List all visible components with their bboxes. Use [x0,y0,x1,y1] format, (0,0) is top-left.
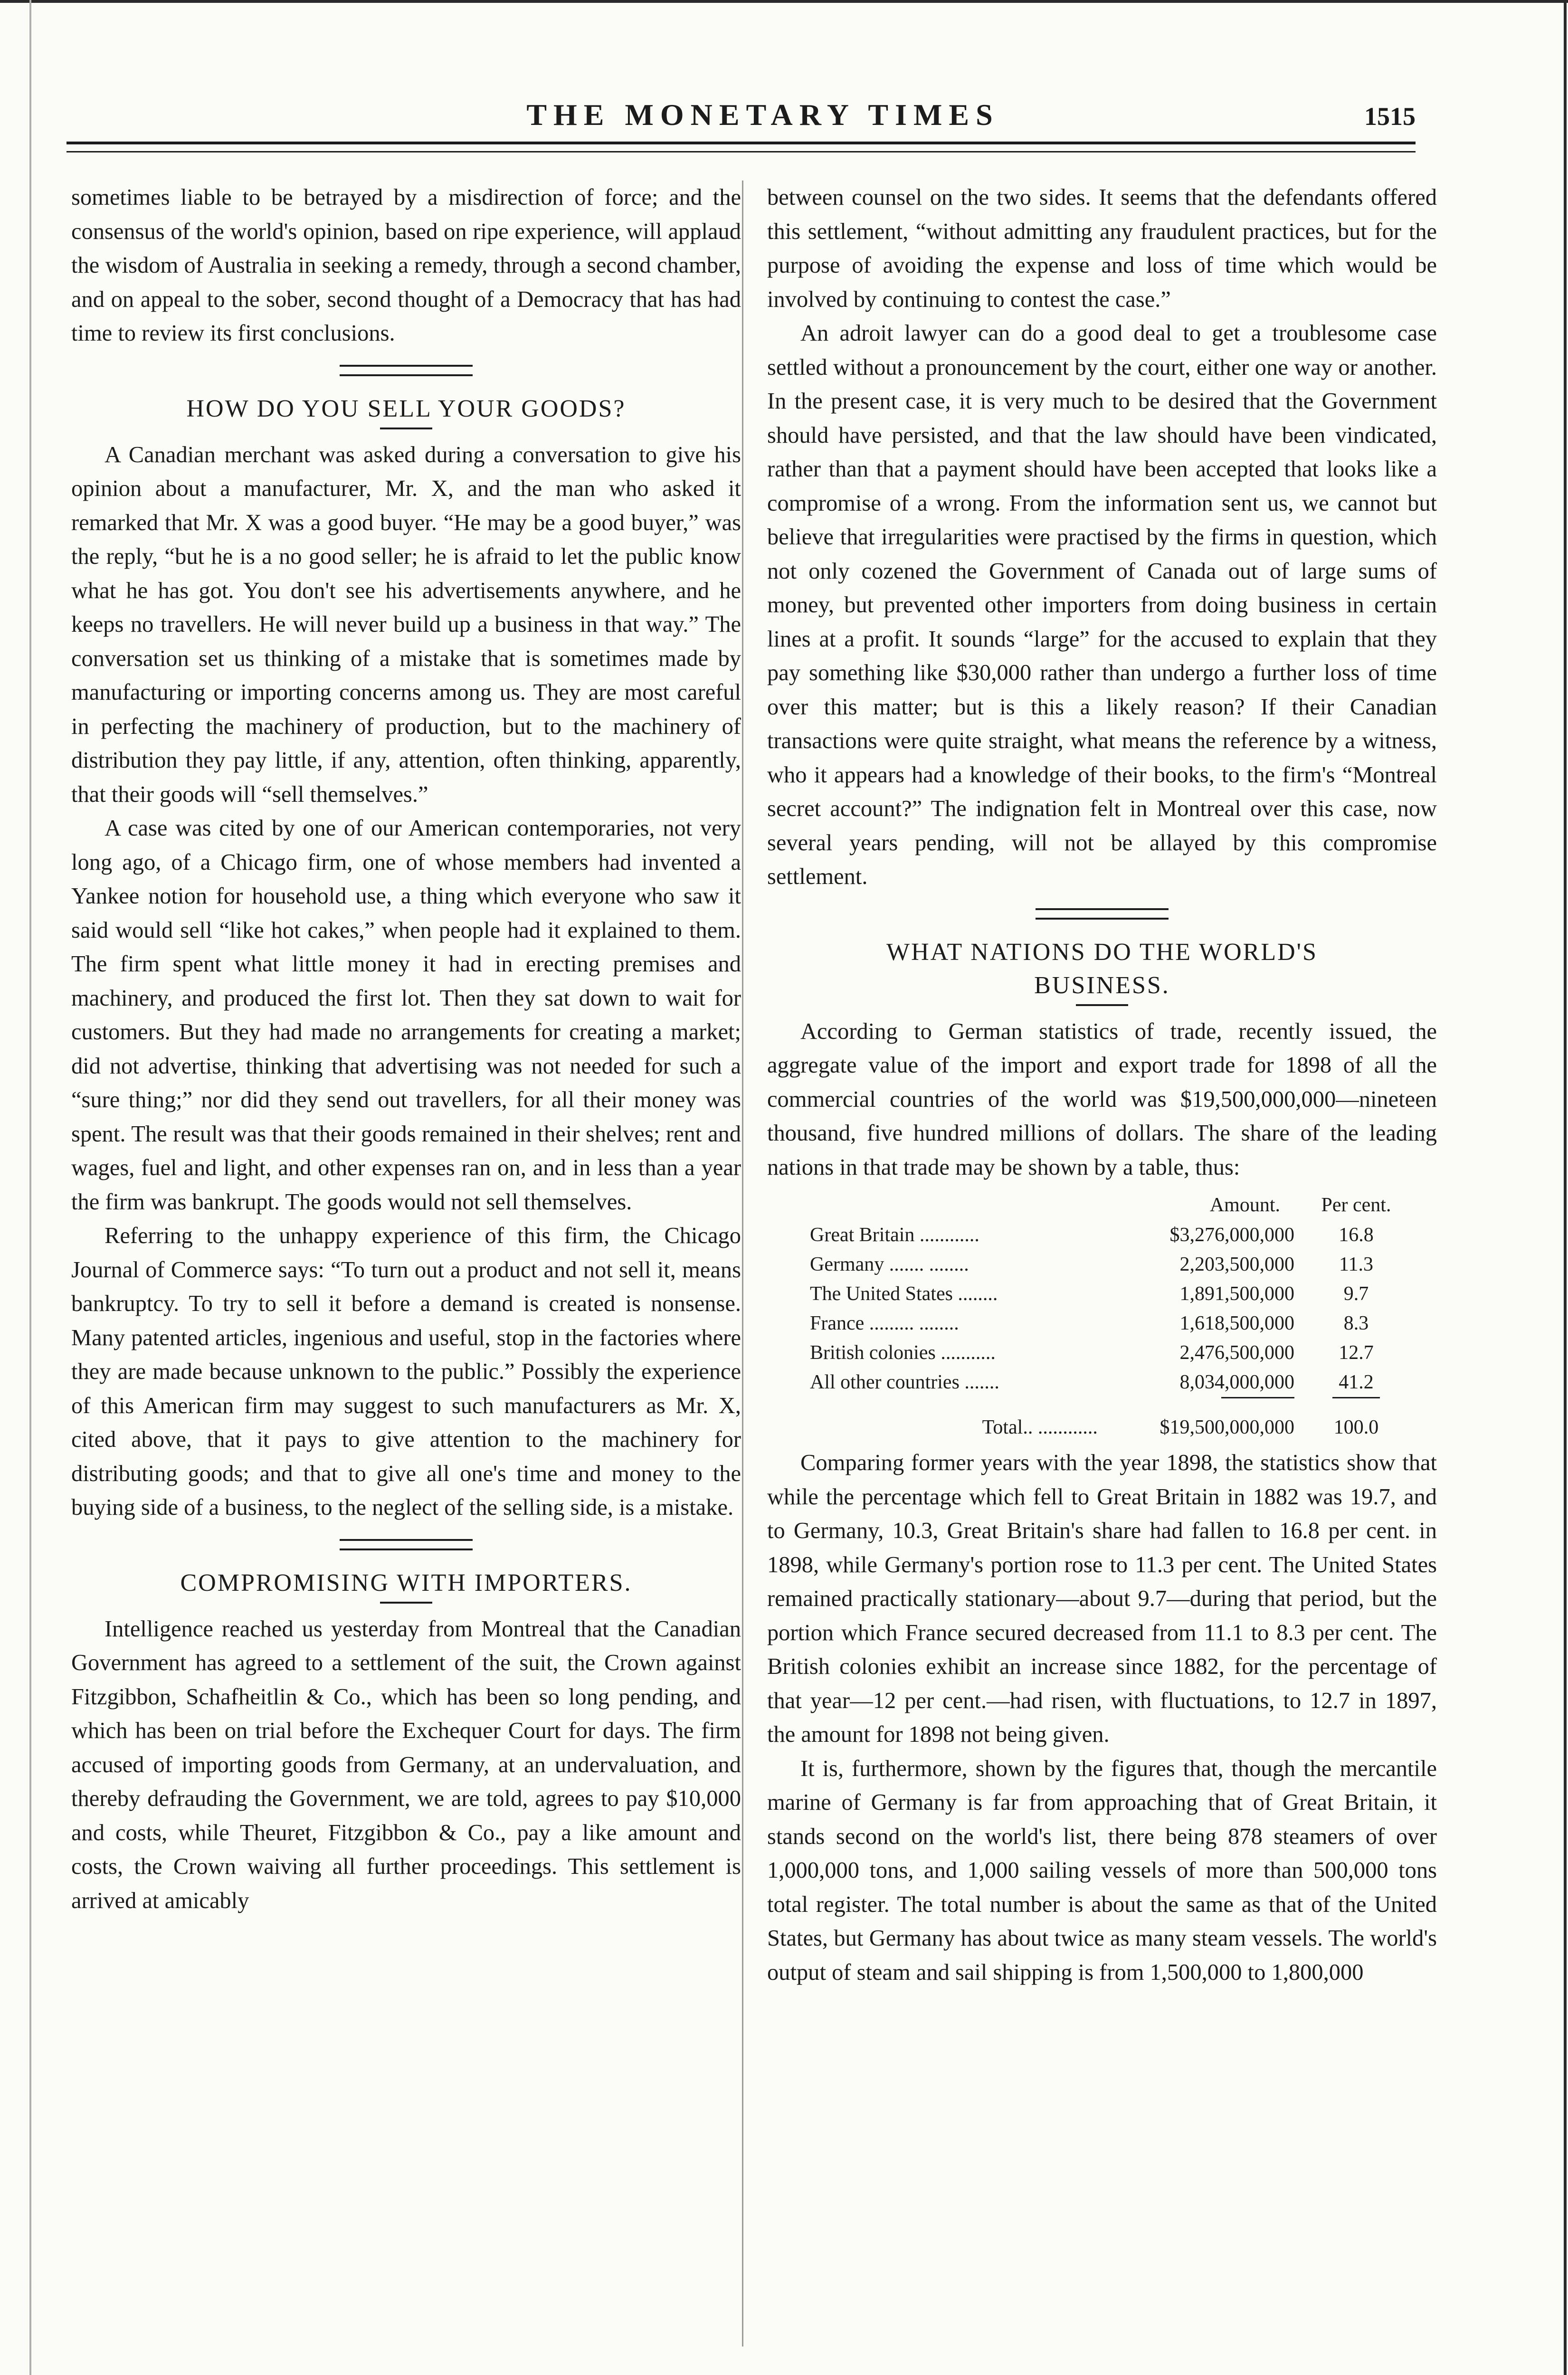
left-edge-line [29,0,31,2375]
article-paragraph: Intelligence reached us yesterday from Montreal that the Canadian Government has agreed to a settlement of the suit, the Crown against Fitzgibbon, Schafheitlin & Co., which has been so long pending, and which has been on trial before the Exchequer Court for days. The firm accused of importing goods from Germany, at an undervaluation, and thereby defrauding the Government, we are told, agrees to pay $10,000 and costs, while Theuret, Fitzgibbon & Co., pay a like amount and costs, the Crown waiving all further proceedings. This settlement is arrived at amicably [71,1616,741,1913]
page-number: 1515 [1364,102,1416,131]
article-heading [767,936,1437,1002]
amount-cell: 8,034,000,000 [1179,1371,1294,1393]
percent-cell: 41.2 [1339,1371,1374,1393]
article-paragraph: A Canadian merchant was asked during a conversation to give his opinion about a manufacturer, Mr. X, and the man who asked it remarked that Mr. X was a good buyer. “He may be a good buyer,” was the reply, “but he is a no good seller; he is afraid to let the public know what he has got. You don't see his advertisements anywhere, and he keeps no travellers. He will never build up a business in that way.” The conversation set us thinking of a mistake that is sometimes made by manufacturing or importing concerns among us. They are most careful in perfecting the machinery of production, but to the machinery of distribution they pay little, if any, attention, often thinking, apparently, that their goods will “sell themselves.” [71,442,741,807]
amount-cell: 1,891,500,000 [1179,1283,1294,1305]
amount-cell: $3,276,000,000 [1169,1224,1294,1246]
percent-cell: 12.7 [1339,1342,1374,1364]
heading-line: WHAT NATIONS DO THE WORLD'S [886,938,1318,966]
table-row [786,1250,1418,1279]
section-separator [340,1539,473,1550]
article-heading: COMPROMISING WITH IMPORTERS. [180,1569,632,1596]
right-column [767,180,1437,1989]
article-paragraph: A case was cited by one of our American contemporaries, not very long ago, of a Chicago firm, one of whose members had invented a Yankee notion for household use, a thing which everyone who saw it said would sell “like hot cakes,” when people had it explained to them. The firm spent what little money it had in erecting premises and machinery, and produced the first lot. Then they sat down to wait for customers. But they had made no arrangements for creating a market; did not advertise, thinking that advertising was not needed for such a “sure thing;” nor did they send out travellers, for all their money was spent. The result was that their goods remained in their shelves; rent and wages, fuel and light, and other expenses ran on, and in less than a year the firm was bankrupt. The goods would not sell themselves. [71,816,741,1215]
right-edge-line [1564,0,1567,2375]
total-label: Total.. ............ [982,1416,1098,1438]
table-total-row [786,1398,1418,1442]
country-cell: Great Britain ............ [810,1224,979,1246]
percent-cell: 16.8 [1339,1224,1374,1246]
column-header-percent: Per cent. [1321,1194,1391,1216]
column-divider [742,180,743,2346]
trade-table [786,1190,1418,1442]
country-cell: The United States ........ [810,1283,998,1305]
heading-rule [380,1602,432,1604]
table-row [786,1338,1418,1368]
amount-cell: 2,203,500,000 [1179,1254,1294,1275]
percent-cell: 11.3 [1339,1254,1373,1275]
heading-rule [1076,1004,1128,1006]
intro-paragraph: sometimes liable to be betrayed by a misdirection of force; and the consensus of the world's opinion, based on ripe experience, will applaud the wisdom of Australia in seeking a remedy, through a second chamber, and on appeal to the sober, second thought of a Democracy that has had time to review its first conclusions. [71,185,741,346]
masthead-rule-thin [67,151,1416,152]
masthead-title: THE MONETARY TIMES [526,98,999,132]
country-cell: France ......... ........ [810,1312,959,1334]
table-header-row [786,1190,1418,1220]
article-paragraph: Referring to the unhappy experience of this firm, the Chicago Journal of Commerce says: “To turn out a product and not sell it, means bankruptcy. To try to sell it before a demand is created is nonsense. Many patented articles, ingenious and useful, stop in the factories where they are made because unknown to the public.” Possibly the experience of this American firm may suggest to such manufacturers as Mr. X, cited above, that it pays to give attention to the machinery for distributing goods; and that to give all one's time and money to the buying side of a business, to the neglect of the selling side, is a mistake. [71,1223,741,1520]
percent-cell: 9.7 [1343,1283,1369,1305]
table-row [786,1279,1418,1309]
article-heading: HOW DO YOU SELL YOUR GOODS? [186,395,626,422]
percent-cell: 8.3 [1343,1312,1369,1334]
amount-cell: 2,476,500,000 [1179,1342,1294,1364]
total-percent: 100.0 [1333,1416,1379,1438]
top-edge-line [0,0,1568,3]
article-paragraph: It is, furthermore, shown by the figures that, though the mercantile marine of Germany is far from approaching that of Great Britain, it stands second on the world's list, there being 878 steamers of over 1,000,000 tons, and 1,000 sailing vessels of more than 500,000 tons total register. The total number is about the same as that of the United States, but Germany has about twice as many steam vessels. The world's output of steam and sail shipping is from 1,500,000 to 1,800,000 [767,1756,1437,1985]
total-amount: $19,500,000,000 [1159,1416,1294,1438]
article-paragraph: According to German statistics of trade, recently issued, the aggregate value of the import and export trade for 1898 of all the commercial countries of the world was $19,500,000,000—nineteen thousand, five hundred millions of dollars. The share of the leading nations in that trade may be shown by a table, thus: [767,1018,1437,1180]
left-column [71,180,741,1918]
article-paragraph: Comparing former years with the year 1898, the statistics show that while the percentage which fell to Great Britain in 1882 was 19.7, and to Germany, 10.3, Great Britain's share had fallen to 16.8 per cent. in 1898, while Germany's portion rose to 11.3 per cent. The United States remained practically stationary—about 9.7—during that period, but the portion which France secured decreased from 11.1 to 8.3 per cent. The British colonies exhibit an increase since 1882, for the percentage of that year—12 per cent.—had risen, with fluctuations, to 12.7 in 1897, the amount for 1898 not being given. [767,1450,1437,1747]
table-row [786,1220,1418,1250]
country-cell: Germany ....... ........ [810,1254,969,1275]
heading-rule [380,428,432,429]
masthead [67,97,1416,133]
heading-line: BUSINESS. [1034,971,1170,999]
amount-cell: 1,618,500,000 [1179,1312,1294,1334]
section-separator [1036,908,1169,920]
table-row [786,1309,1418,1338]
column-header-amount: Amount. [1209,1194,1280,1216]
masthead-rule [67,142,1416,144]
table-row [786,1368,1418,1397]
continued-paragraph: between counsel on the two sides. It seems that the defendants offered this settlement, “without admitting any fraudulent practices, but for the purpose of avoiding the expense and loss of time which would be involved by continuing to contest the case.” [767,185,1437,312]
article-paragraph: An adroit lawyer can do a good deal to get a troublesome case settled without a pronouncement by the court, either one way or another. In the present case, it is very much to be desired that the Government should have persisted, and that the law should have been vindicated, rather than that a payment should have been accepted that looks like a compromise of a wrong. From the information sent us, we cannot but believe that irregularities were practised by the firms in question, which not only cozened the Government of Canada out of large sums of money, but prevented other importers from doing business in certain lines at a profit. It sounds “large” for the accused to explain that they pay something like $30,000 rather than undergo a further loss of time over this matter; but is this a likely reason? If their Canadian transactions were quite straight, what means the reference by a witness, who it appears had a knowledge of their books, to the firm's “Montreal secret account?” The indignation felt in Montreal over this case, now several years pending, will not be allayed by this compromise settlement. [767,321,1437,889]
country-cell: British colonies ........... [810,1342,996,1364]
country-cell: All other countries ....... [810,1371,999,1393]
section-separator [340,365,473,376]
